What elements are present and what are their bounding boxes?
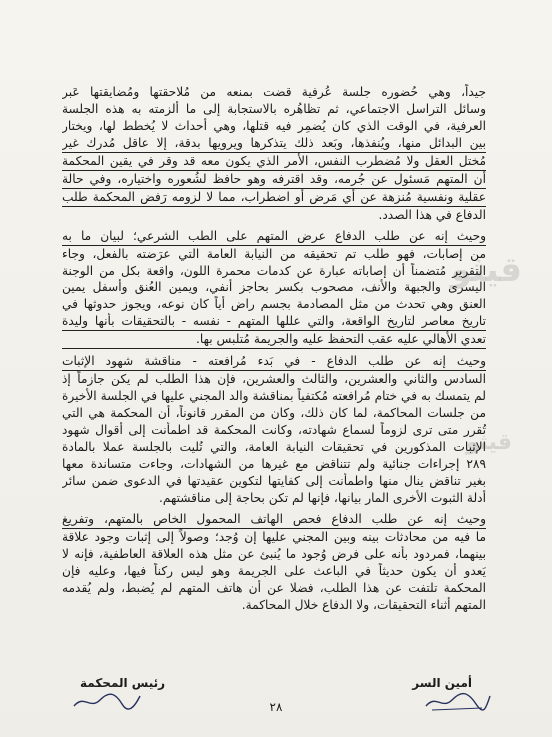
text-line: بغير تناقض ينال منها واطمأنت إلى كفايتها لتكوين عقيدتها في الدعوى ضمن سائر (62, 473, 486, 488)
text-line: الإثبات المذكورين في تحقيقات النيابة العامة، والتي تُليت بالجلسة عملا بالمادة (62, 440, 486, 455)
text-line: بينهما، فمردود بأنه على فرض وُجود ما يُنبئ عن مثل هذه العلاقة العاطفية، فإنه لا (62, 546, 486, 561)
watermark: قيثو (450, 250, 522, 290)
text-line: تعدي الأهالي عليه عقب التحفظ عليه والجريمة مُتلبس بها. (62, 331, 486, 349)
text-line: السادس والثاني والعشرين، والثالث والعشرين، فإن هذا الطلب لم يكن جازماً إذ (62, 372, 486, 387)
text-line: مُختل العقل ولا مُضطرب النفس، الأمر الذي يكون معه قد وقر في يقين المحكمة (62, 153, 486, 171)
text-line: اليسرى والجبهة والأنف، مصحوب بكسر بحاجز أنفي، ويمين العُنق وأسفل يمين (62, 280, 486, 295)
text-line: العرفية، في الوقت الذي كان يُضمِر فيه قتلها، وهي أحداث لا يُخطط لها، ويختار (62, 118, 486, 133)
text-line: وحيث إنه عن طلب الدفاع عرض المتهم على الطب الشرعي؛ لبيان ما به (62, 228, 486, 246)
watermark: قيثو (465, 430, 512, 455)
text-line: المحكمة تلتفت عن هذا الطلب، فضلا عن أن هاتف المتهم لم يُضبط، ولم يُقدمه (62, 580, 486, 595)
document-body (62, 84, 486, 614)
text-line: عقلية ونفسية مُنزهة عن أي مَرض أو اضطراب، مما لا لزومه رَفض المحكمة طلب (62, 189, 486, 207)
text-line: وسائل التراسل الاجتماعي، ثم تظاهُره بالاستجابة إلى ما أُلزمته به هذه الجلسة (62, 101, 486, 116)
text-line: بين البدائل منها، ويُنفذها، وبَعد ذلك يتذكرها ويرويها بدقة، إلا عاقل مُدرك غير (62, 135, 486, 153)
text-line: جيداً، وهي حُضوره جلسة عُرفية قضت بمنعه من مُلاحقتها ومُضايقتها عَبر (62, 85, 486, 99)
text-line: من جلسات المحاكمة، لما كان ذلك، وكان من المقرر قانوناً، أن المحكمة هي التي (62, 406, 486, 421)
text-line: وحيث إنه عن طلب الدفاع - في بَدء مُرافعته - مناقشة شهود الإثبات (62, 353, 486, 371)
text-line: ٢٨٩ إجراءات جنائية ولم تتناقض مع غيرها من الشهادات، وجاءت متساندة معها (62, 457, 486, 472)
text-line: يَعدو أن يكون حديثاً في الباعث على الجريمة وهو ليس ركناً فيها، وعليه فإن (62, 563, 486, 578)
text-line: ما فيه من محادثات بينه وبين المجني عليها إن وُجد؛ وصولاً إلى إثبات وجود علاقة (62, 529, 486, 544)
text-line: التقرير مُتضمناً أن إصاباته عبارة عن كدمات محمرة اللون، واقعة بكل من الوجنة (62, 263, 486, 278)
text-line: أدلة الثبوت الأخرى المار بيانها، فإنها لم تكن بحاجة إلى مناقشتهم. (158, 490, 486, 505)
text-line: من إصابات، فهو طلب تم تحقيقه من النيابة العامة التي عرَضته بالفعل، وجاء (62, 246, 486, 261)
text-line: تاريخ معاصر لتاريخ الواقعة، والتي عللها المتهم - نفسه - بالتحقيقات بأنها وليدة (62, 313, 486, 331)
text-line: الدفاع في هذا الصدد. (378, 207, 486, 222)
text-line: لم يتمسك به في ختام مُرافعته مُكتفياً بمناقشة والد المجني عليها في الجلسة الأخيرة (62, 389, 486, 404)
page-number: ٢٨ (269, 700, 283, 714)
text-line: المتهم أثناء التحقيقات، ولا الدفاع خلال المحاكمة. (241, 597, 486, 612)
text-line: تُقرر متى ترى لزوماً لسماع شهادته، وكانت المحكمة قد اطمأنت إلى أقوال شهود (62, 423, 486, 438)
secretary-label: أمين السر (412, 676, 472, 690)
president-label: رئيس المحكمة (80, 676, 166, 690)
text-line: أن المتهم مَسئول عن جُرمه، وقد اقترفه وهو حافظ لشُعوره واختياره، وفي حالة (62, 171, 486, 189)
text-line: العنق وهي تحدث من مثل المصادمة بجسم راض أياً كان نوعه، ويجوز حدوثها في (62, 297, 486, 312)
text-line: وحيث إنه عن طلب الدفاع فحص الهاتف المحمول الخاص بالمتهم، وتفريغ (62, 511, 486, 529)
